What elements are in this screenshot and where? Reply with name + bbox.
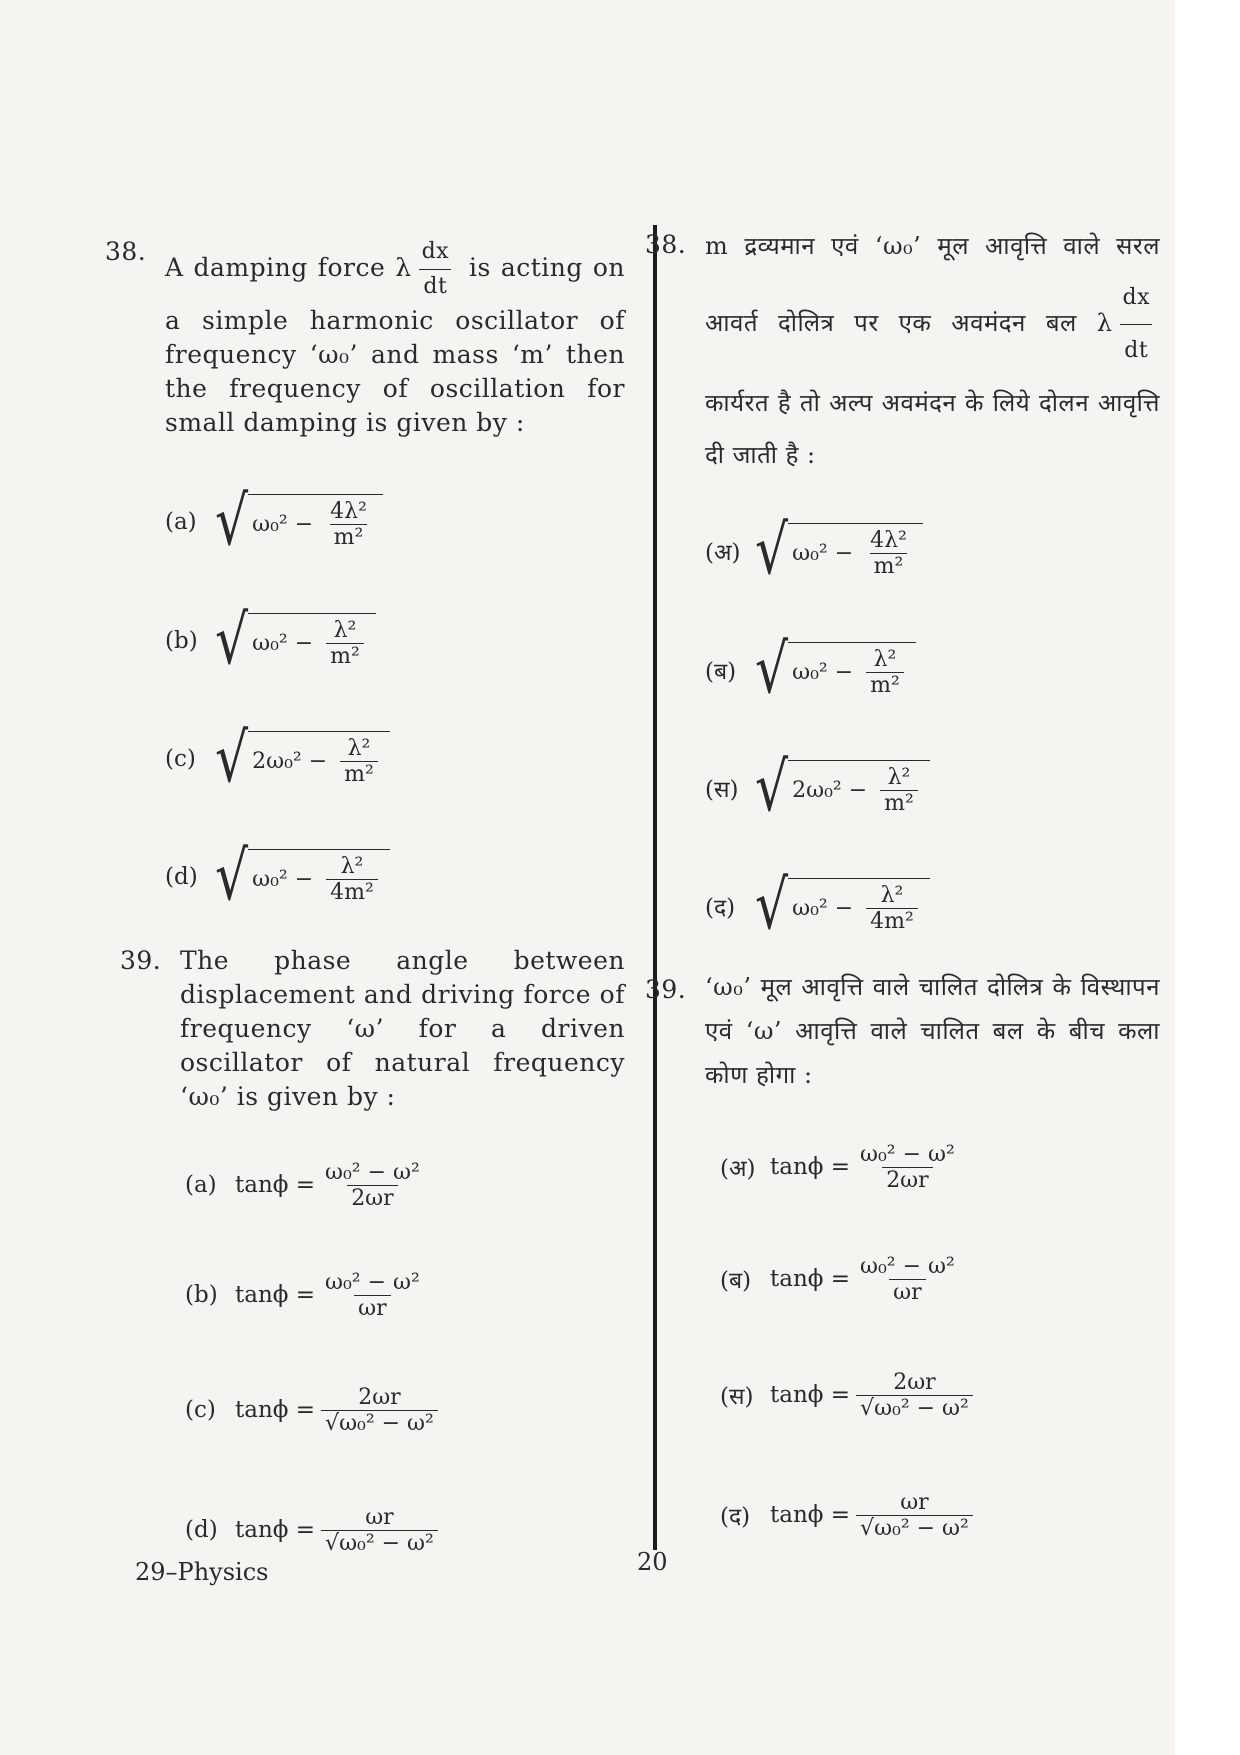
question-38-hi — [645, 220, 1160, 481]
question-39-hi — [645, 965, 1160, 1097]
option-d: (द) √ ω₀² − $\frac{\text{λ²}}{\text{4m²}}$ — [705, 847, 1160, 965]
option-a: (a) √ ω₀² − $\frac{\text{4λ²}}{\text{m²}}$ — [165, 462, 625, 582]
footer-subject: 29–Physics — [135, 1558, 269, 1586]
question-number: 39. — [120, 946, 162, 975]
english-column — [105, 235, 625, 1590]
sqrt-expression: √ ω₀² − $\frac{\text{λ²}}{\text{4m²}}$ — [755, 878, 930, 934]
question-number: 38. — [645, 230, 687, 259]
option-c: (c) √ 2ω₀² − $\frac{\text{λ²}}{\text{m²}}$ — [165, 700, 625, 818]
sqrt-expression: √ 2ω₀² − $\frac{\text{λ²}}{\text{m²}}$ — [215, 731, 390, 787]
page-number: 20 — [637, 1548, 668, 1576]
question-text: m द्रव्यमान एवं ‘ω₀’ मूल आवृत्ति वाले सरल आवर्त दोलित्र पर एक अवमंदन बल λ $\frac{dx}{dt}$ कार्यरत है तो अल्प अवमंदन के लिये दोलन आवृत्ति दी जाती है : — [705, 232, 1160, 469]
option-c: (स) √ 2ω₀² − $\frac{\text{λ²}}{\text{m²}}$ — [705, 729, 1160, 847]
dx-dt-fraction: $\frac{dx}{dt}$ — [418, 235, 454, 304]
option-a: (a) tanϕ = $\frac{\text{ω₀² − ω²}}{2\omega r}$ — [185, 1159, 420, 1211]
hindi-column — [645, 220, 1160, 1575]
option-b: (b) tanϕ = $\frac{\text{ω₀² − ω²}}{\omega r}$ — [185, 1269, 420, 1321]
question-39-en — [120, 944, 625, 1114]
question-text: ‘ω₀’ मूल आवृत्ति वाले चालित दोलित्र के विस्थापन एवं ‘ω’ आवृत्ति वाले चालित बल के बीच कला कोण होगा : — [705, 973, 1160, 1089]
option-a: (अ) tanϕ = $\frac{\text{ω₀² − ω²}}{2\omega r}$ — [720, 1141, 955, 1193]
option-d: (द) tanϕ = $\frac{\omega r}{\text{√ω₀² − ω²}}$ — [720, 1455, 1160, 1575]
sqrt-expression: √ ω₀² − $\frac{\text{λ²}}{\text{m²}}$ — [755, 642, 916, 698]
sqrt-expression: √ ω₀² − $\frac{\text{λ²}}{\text{4m²}}$ — [215, 849, 390, 905]
option-c: (c) tanϕ = $\frac{2\omega r}{\text{√ω₀² − ω²}}$ — [185, 1350, 625, 1470]
option-d: (d) √ ω₀² − $\frac{\text{λ²}}{\text{4m²}}$ — [165, 818, 625, 936]
option-d: (d) tanϕ = $\frac{\omega r}{\text{√ω₀² − ω²}}$ — [185, 1470, 625, 1590]
option-c: (स) tanϕ = $\frac{2\omega r}{\text{√ω₀² − ω²}}$ — [720, 1335, 1160, 1455]
dx-dt-fraction: $\frac{dx}{dt}$ — [1119, 272, 1155, 377]
sqrt-expression: √ 2ω₀² − $\frac{\text{λ²}}{\text{m²}}$ — [755, 760, 930, 816]
option-b: (ब) √ ω₀² − $\frac{\text{λ²}}{\text{m²}}$ — [705, 611, 1160, 729]
question-text: A damping force λ $\frac{dx}{dt}$ is acting on a simple harmonic oscillator of frequency ‘ω₀’ and mass ‘m’ then the frequency of oscillation for small damping is given by : — [165, 235, 625, 440]
option-a: (अ) √ ω₀² − $\frac{\text{4λ²}}{\text{m²}}$ — [705, 491, 1160, 611]
option-b: (ब) tanϕ = $\frac{\text{ω₀² − ω²}}{\omega r}$ — [720, 1253, 955, 1305]
question-text: The phase angle between displacement and driving force of frequency ‘ω’ for a driven oscillator of natural frequency ‘ω₀’ is given by : — [180, 946, 625, 1111]
question-38-en — [105, 235, 625, 440]
question-number: 38. — [105, 237, 147, 266]
sqrt-expression: √ ω₀² − $\frac{\text{4λ²}}{\text{m²}}$ — [215, 494, 383, 550]
question-number: 39. — [645, 975, 687, 1004]
sqrt-expression: √ ω₀² − $\frac{\text{λ²}}{\text{m²}}$ — [215, 613, 376, 669]
sqrt-expression: √ ω₀² − $\frac{\text{4λ²}}{\text{m²}}$ — [755, 523, 923, 579]
option-b: (b) √ ω₀² − $\frac{\text{λ²}}{\text{m²}}$ — [165, 582, 625, 700]
